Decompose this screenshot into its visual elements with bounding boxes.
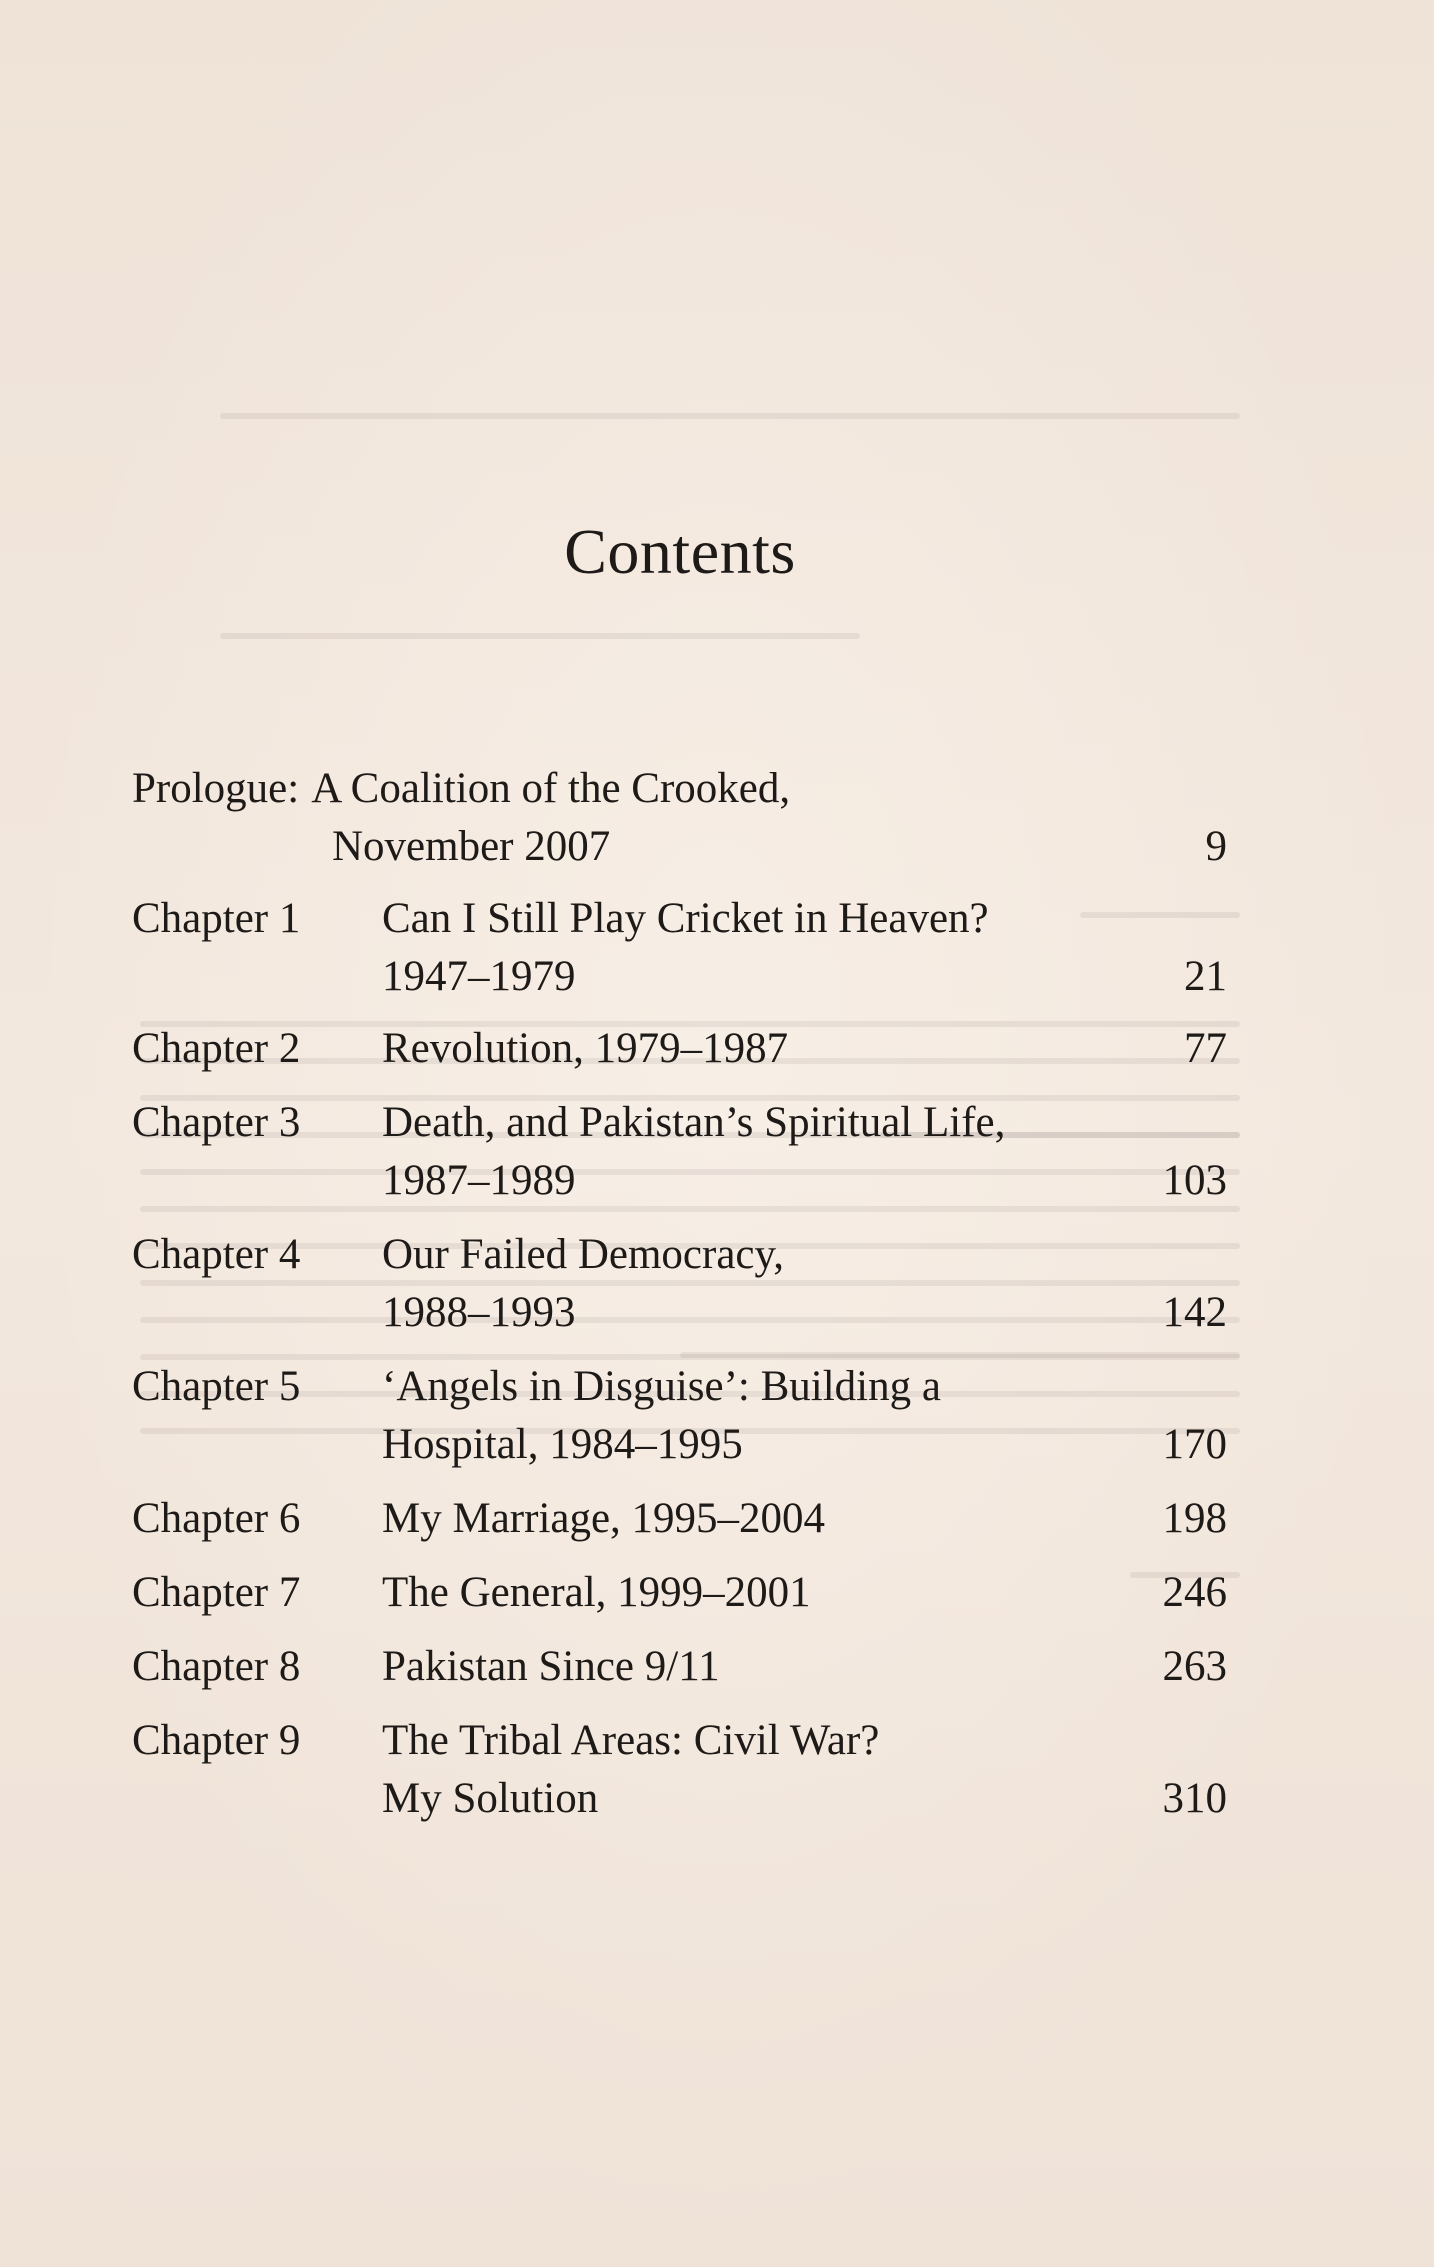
table-of-contents [132, 760, 1227, 1828]
toc-entry-label: Chapter 3 [132, 1099, 301, 1146]
toc-entry-title-continued: Hospital, 1984–1995 [382, 1421, 743, 1468]
toc-entry-chapter-8 [132, 1638, 1227, 1696]
toc-page-number: 263 [1162, 1643, 1227, 1690]
toc-page-number: 77 [1184, 1025, 1227, 1072]
toc-page-number: 170 [1162, 1421, 1227, 1468]
toc-entry-chapter-6 [132, 1490, 1227, 1548]
toc-entry-title-continued: November 2007 [332, 823, 611, 870]
toc-entry-label: Chapter 4 [132, 1231, 301, 1278]
toc-entry-title: Revolution, 1979–1987 [382, 1025, 789, 1072]
toc-entry-title: A Coalition of the Crooked, [311, 765, 791, 812]
toc-entry-label: Chapter 8 [132, 1643, 301, 1690]
toc-entry-chapter-2 [132, 1020, 1227, 1078]
toc-entry-title: ‘Angels in Disguise’: Building a [382, 1363, 941, 1410]
toc-entry-chapter-9 [132, 1712, 1227, 1828]
toc-entry-chapter-1 [132, 890, 1227, 1006]
toc-page-number: 310 [1162, 1775, 1227, 1822]
toc-entry-label: Chapter 7 [132, 1569, 301, 1616]
toc-entry-label: Chapter 1 [132, 895, 301, 942]
toc-entry-title: My Marriage, 1995–2004 [382, 1495, 826, 1542]
toc-entry-title: Our Failed Democracy, [382, 1231, 784, 1278]
toc-entry-label: Chapter 6 [132, 1495, 301, 1542]
toc-entry-prologue [132, 760, 1227, 876]
toc-entry-label: Chapter 2 [132, 1025, 301, 1072]
toc-page-number: 142 [1162, 1289, 1227, 1336]
toc-entry-title: The Tribal Areas: Civil War? [382, 1717, 880, 1764]
toc-entry-label: Chapter 5 [132, 1363, 301, 1410]
toc-entry-chapter-5 [132, 1358, 1227, 1474]
toc-entry-title: Death, and Pakistan’s Spiritual Life, [382, 1099, 1006, 1146]
toc-entry-title: Can I Still Play Cricket in Heaven? [382, 895, 989, 942]
toc-entry-title: The General, 1999–2001 [382, 1569, 811, 1616]
toc-page-number: 9 [1205, 823, 1227, 870]
toc-entry-chapter-7 [132, 1564, 1227, 1622]
toc-entry-title-continued: 1987–1989 [382, 1157, 576, 1204]
toc-page-number: 198 [1162, 1495, 1227, 1542]
toc-entry-title-continued: 1988–1993 [382, 1289, 576, 1336]
toc-page-number: 103 [1162, 1157, 1227, 1204]
toc-entry-label: Chapter 9 [132, 1717, 301, 1764]
toc-entry-label: Prologue: [132, 765, 300, 812]
toc-page-number: 246 [1162, 1569, 1227, 1616]
toc-entry-title-continued: My Solution [382, 1775, 599, 1822]
toc-entry-chapter-4 [132, 1226, 1227, 1342]
toc-entry-chapter-3 [132, 1094, 1227, 1210]
toc-page-number: 21 [1184, 953, 1227, 1000]
toc-entry-title: Pakistan Since 9/11 [382, 1643, 720, 1690]
page-title: Contents [564, 516, 796, 587]
toc-entry-title-continued: 1947–1979 [382, 953, 576, 1000]
